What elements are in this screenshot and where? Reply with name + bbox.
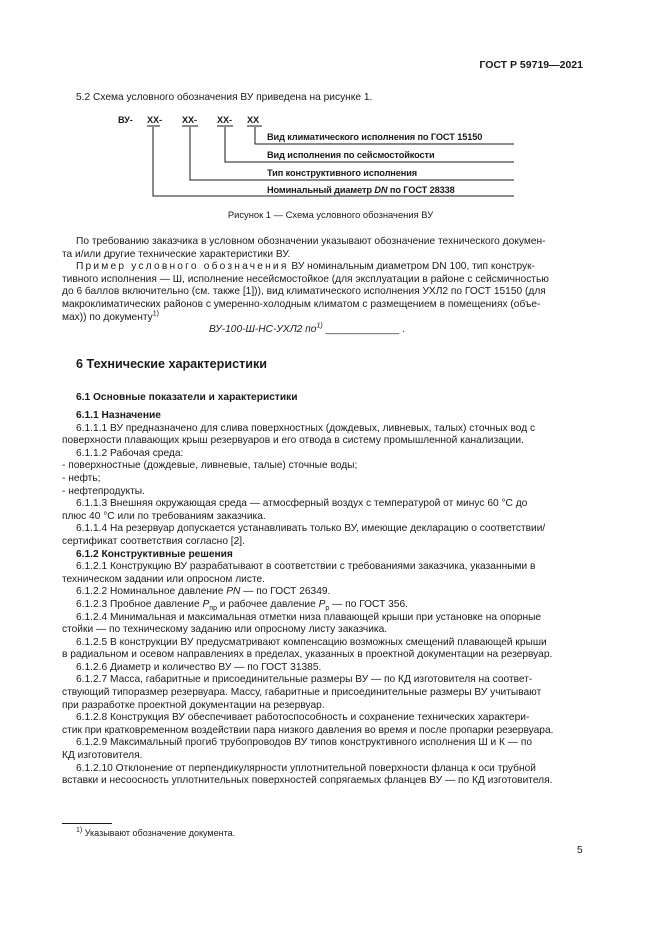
text-line [62, 599, 586, 612]
text-line: 6.1.2.7 Масса, габаритные и присоединительные размеры ВУ — по КД изготовителя на соответ- [76, 674, 533, 686]
section-6-1-2-title: 6.1.2 Конструктивные решения [76, 548, 233, 560]
footnote-mark: 1) [76, 827, 83, 834]
section-6-1-1 [62, 410, 586, 788]
symbol-p: P [202, 598, 210, 610]
text-line: при разработке проектной документации на резервуар. [62, 699, 325, 711]
text-line: 6.1.2.10 Отклонение от перпендикулярности уплотнительной поверхности фланца к оси трубной [76, 762, 536, 774]
formula-text: ВУ-100-Ш-НС-УХЛ2 по [209, 324, 317, 336]
text-span: 6.1.2.2 Номинальное давление [76, 586, 227, 598]
example-formula [62, 324, 586, 337]
text-line: 6.1.2.4 Минимальная и максимальная отметки низа плавающей крыши при установке на опорные [76, 611, 542, 623]
text-line: 6.1.2.6 Диаметр и количество ВУ — по ГОСТ 31385. [76, 661, 322, 673]
example-line-4: макроклиматических районов с умеренно-холодным климатом с размещением в помещениях (объе- [62, 298, 541, 310]
list-item: - нефть; [62, 472, 101, 484]
subscript: пр [209, 604, 217, 612]
text-line: стойки — по техническому заданию или опросному листу заказчика. [62, 624, 388, 636]
page-number: 5 [577, 845, 583, 856]
scheme-field-2: ХХ- [182, 115, 198, 125]
subscript: р [325, 604, 330, 612]
text-line: 6.1.2.8 Конструкция ВУ обеспечивает работоспособность и сохранение технических характери- [76, 712, 530, 724]
text-line: 6.1.1.4 На резервуар допускается устанавливать только ВУ, имеющие декларацию о соответствии/ [76, 523, 546, 535]
formula-blank: _____________ . [322, 324, 405, 336]
example-line-5 [62, 312, 586, 325]
text-line: 6.1.2.1 Конструкцию ВУ разрабатывают в соответствии с требованиями заказчика, указанными в [76, 561, 536, 573]
symbol-p: P [318, 598, 326, 610]
text-line: 6.1.2.9 Максимальный прогиб трубопроводов ВУ типов конструктивного исполнения Ш и К — по [76, 737, 533, 749]
example-line-5-text: мах)) по документу [62, 311, 153, 323]
section-6-1-1-title: 6.1.1 Назначение [76, 410, 161, 421]
requirements-line-2: та и/или другие технические характеристики ВУ. [62, 248, 291, 260]
section-6-1-title: 6.1 Основные показатели и характеристики [76, 392, 298, 403]
symbol-pn: PN [226, 586, 241, 598]
scheme-prefix: ВУ- [118, 115, 133, 125]
text-line: 6.1.1.3 Внешняя окружающая среда — атмосферный воздух с температурой от минус 60 °С до [76, 498, 528, 510]
formula-sup: 1) [316, 322, 323, 330]
footnote-rule [62, 823, 112, 824]
text-line: КД изготовителя. [62, 750, 143, 762]
text-line: 6.1.1.1 ВУ предназначено для слива поверхностных (дождевых, ливневых, талых) сточных вод с [76, 422, 536, 434]
text-line: ствующий типоразмер резервуара. Массу, габаритные и присоединительные размеры ВУ учитывают [62, 687, 542, 699]
list-item: - поверхностные (дождевые, ливневые, талые) сточные воды; [62, 460, 358, 472]
scheme-field-3: ХХ- [217, 115, 233, 125]
text-line [62, 586, 586, 599]
text-line: 6.1.1.2 Рабочая среда: [76, 447, 184, 459]
scheme-field-1: ХХ- [147, 115, 163, 125]
example-line-3: до 6 баллов включительно (см. также [1])), вид климатического исполнения УХЛ2 по ГОСТ 15150 (для [62, 286, 546, 298]
section-6-title: 6 Технические характеристики [76, 357, 268, 371]
text-line: 6.1.2.5 В конструкции ВУ предусматривают компенсацию возможных смещений плавающей крыши [76, 636, 547, 648]
example-line-2: тивного исполнения — Ш, исполнение несейсмостойкое (для эксплуатации в районе с сейсмичностью [62, 273, 549, 285]
requirements-block [62, 236, 586, 337]
text-line: вставки и несоосность уплотнительных поверхностей сопрягаемых фланцев ВУ — по КД изготовителя. [62, 775, 553, 787]
text-line: в радиальном и осевом направлениях в пределах, указанных в проектной документации на резервуар. [62, 649, 553, 661]
figure-caption: Рисунок 1 — Схема условного обозначения ВУ [227, 209, 434, 220]
example-line-1 [62, 261, 586, 274]
text-span: — по ГОСТ 356. [329, 598, 408, 610]
text-span: — по ГОСТ 26349. [240, 586, 331, 598]
scheme-label-dn: Номинальный диаметр DN по ГОСТ 28338 [267, 185, 455, 195]
scheme-label-type: Тип конструктивного исполнения [267, 168, 418, 178]
requirements-line-1: По требованию заказчика в условном обозначении указывают обозначение технического докумен- [76, 236, 546, 247]
section-5-2: 5.2 Схема условного обозначения ВУ приведена на рисунке 1. [76, 92, 373, 103]
scheme-label-climate: Вид климатического исполнения по ГОСТ 15150 [267, 132, 483, 142]
footnote-text: Указывают обозначение документа. [82, 828, 236, 838]
text-line: стик при кратковременном воздействии пара низкого давления во время и после пропарки резервуара. [62, 724, 554, 736]
text-span: и рабочее давление [216, 598, 319, 610]
text-line: техническом задании или опросном листе. [62, 573, 265, 585]
scheme-label-seismic: Вид исполнения по сейсмостойкости [267, 150, 435, 160]
list-item: - нефтепродукты. [62, 485, 145, 497]
text-line: поверхности плавающих крыш резервуаров и его отвода в систему промышленной канализации. [62, 435, 524, 447]
footnote [76, 827, 235, 840]
text-span: 6.1.2.3 Пробное давление [76, 598, 203, 610]
example-word: Пример условного обозначения [76, 261, 289, 273]
example-rest: ВУ номинальным диаметром DN 100, тип конструк- [288, 261, 535, 273]
document-code: ГОСТ Р 59719—2021 [479, 59, 583, 71]
text-line: плюс 40 °С или по требованиям заказчика. [62, 510, 266, 522]
text-line: сертификат соответствия согласно [2]. [62, 535, 245, 547]
footnote-ref: 1) [152, 310, 159, 318]
scheme-field-4: ХХ [247, 115, 260, 125]
